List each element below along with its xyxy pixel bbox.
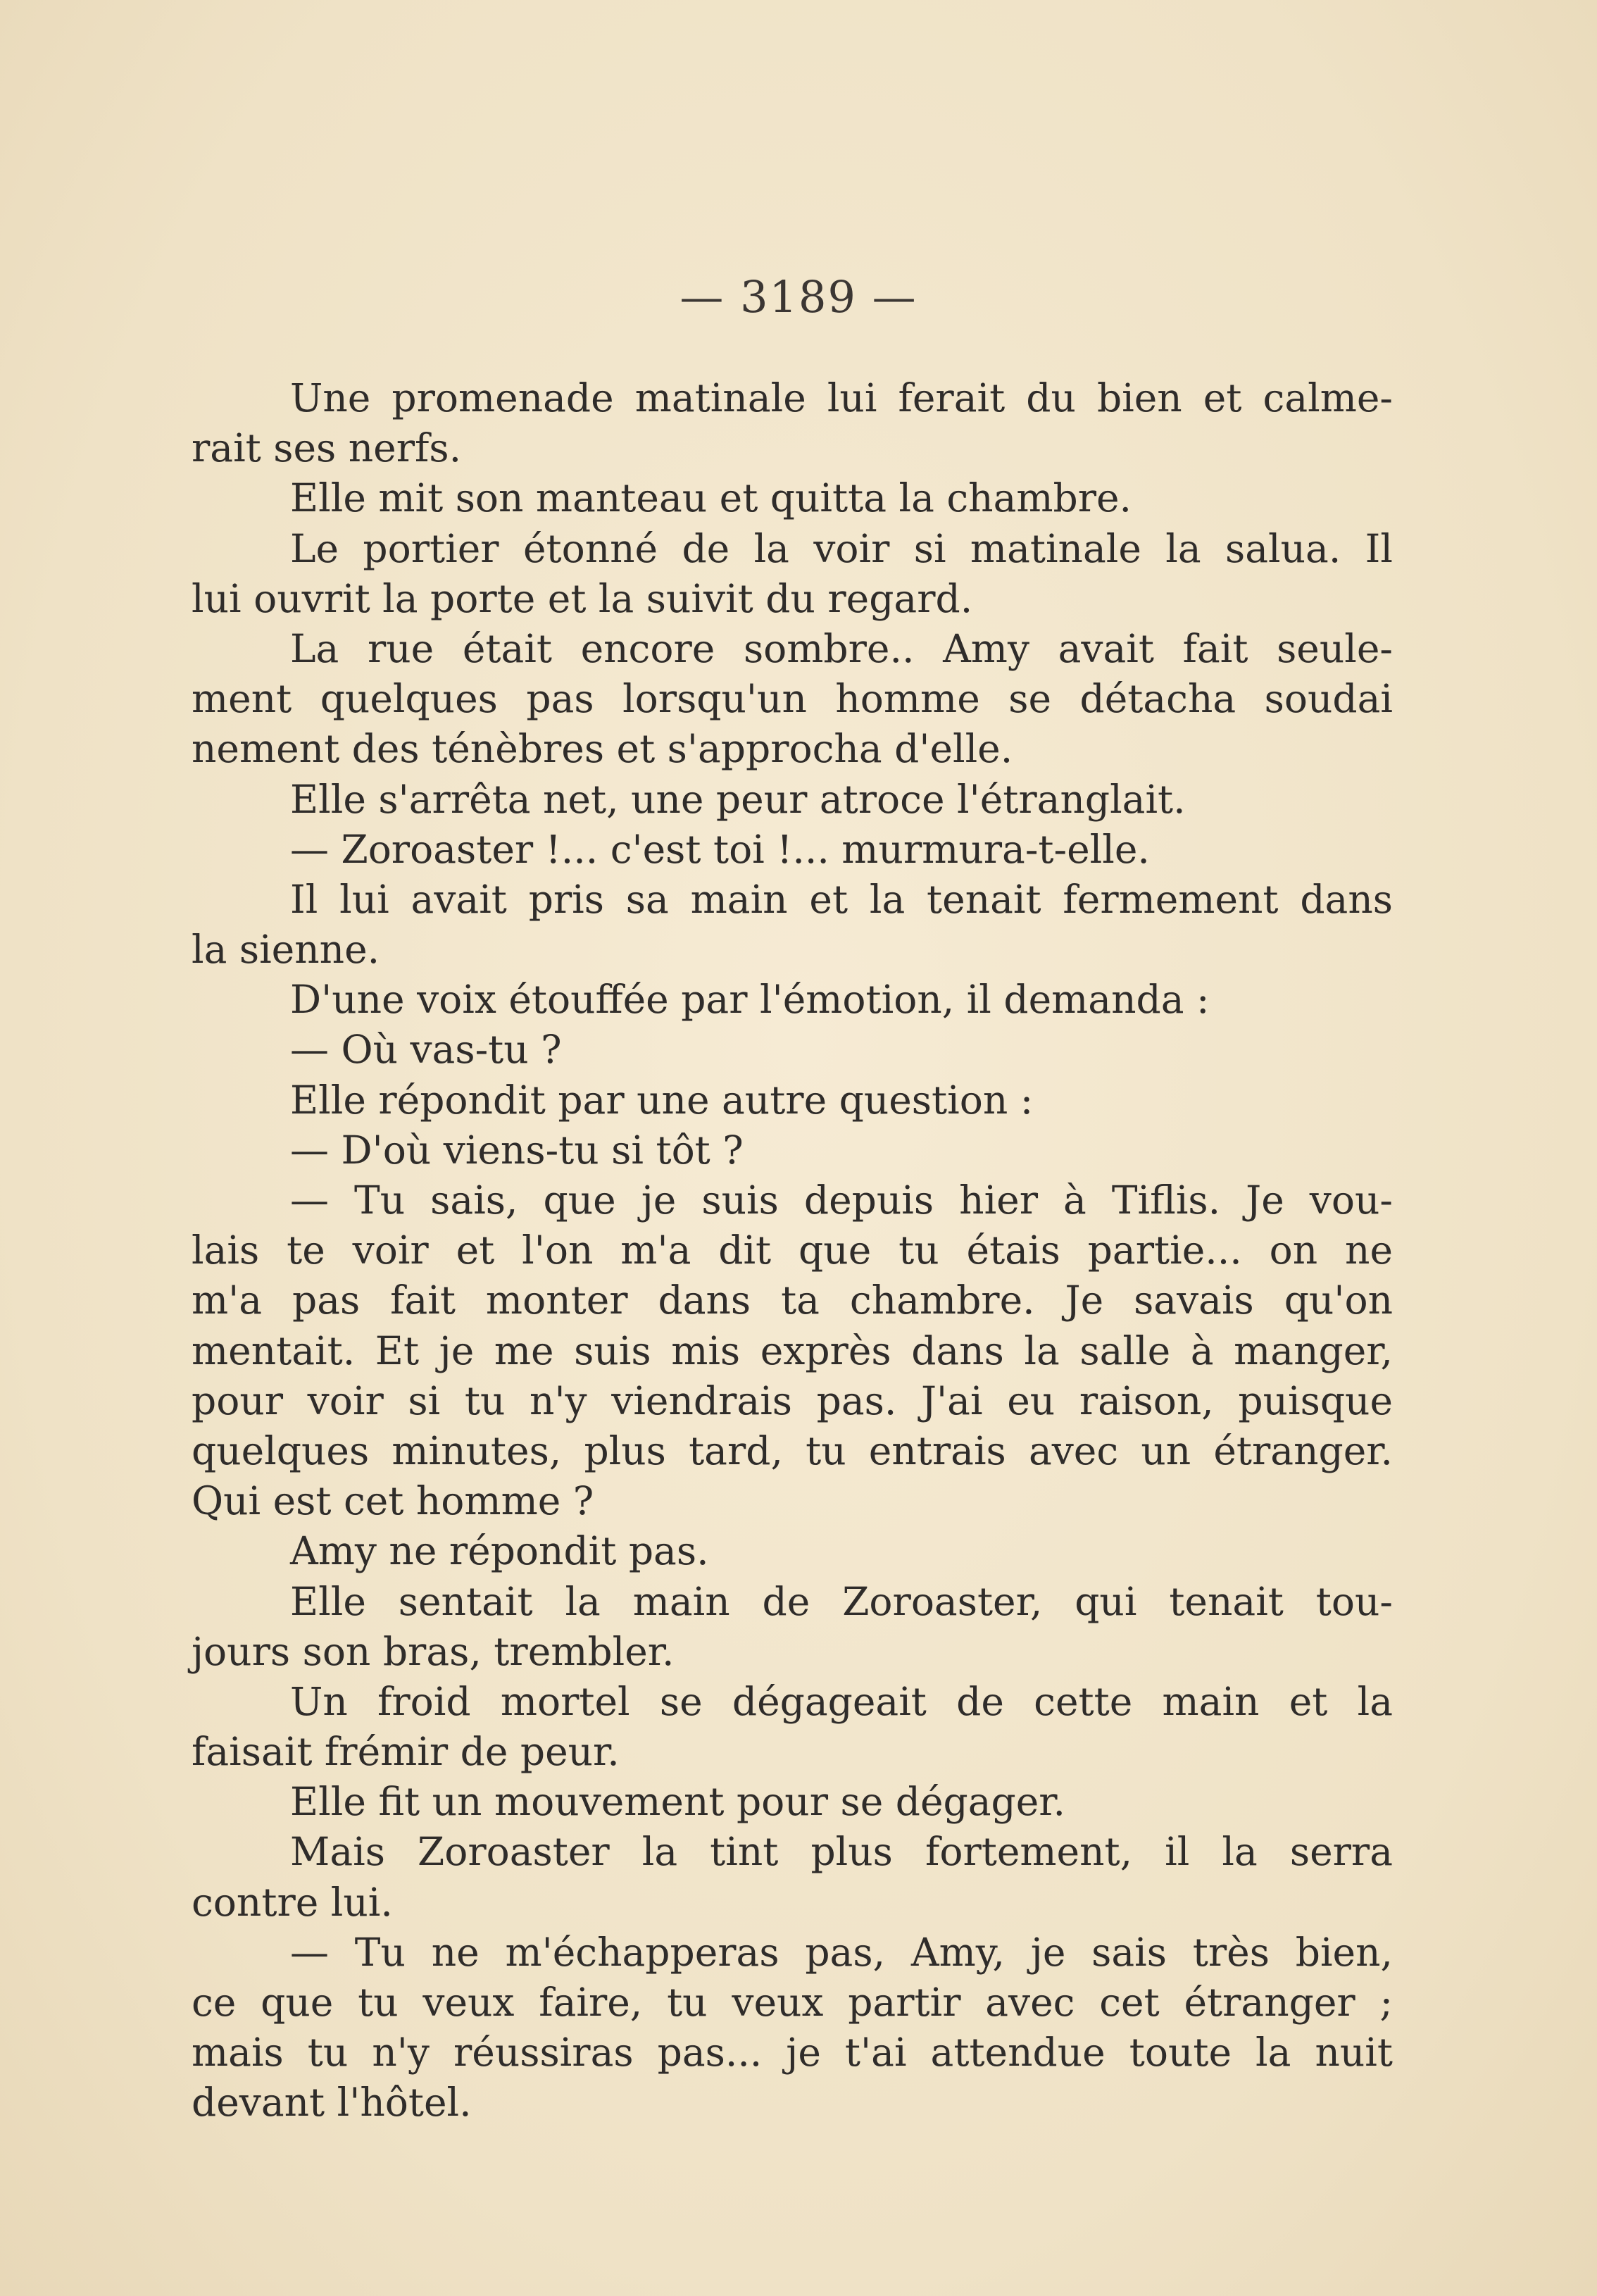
text-line: Qui est cet homme ? — [192, 1478, 594, 1524]
text-line: jours son bras, trembler. — [192, 1628, 675, 1674]
text-line: Mais Zoroaster la tint plus fortement, il la serra — [290, 1829, 1393, 1875]
text-line: La rue était encore sombre.. Amy avait fait seule- — [290, 625, 1393, 671]
page-number: — 3189 — — [679, 271, 918, 323]
text-line: lais te voir et l'on m'a dit que tu étais partie... on ne — [192, 1228, 1393, 1273]
text-line: lui ouvrit la porte et la suivit du regard. — [192, 575, 973, 621]
text-line: — Où vas-tu ? — [290, 1027, 562, 1073]
text-line: pour voir si tu n'y viendrais pas. J'ai eu raison, puisque — [192, 1378, 1393, 1423]
text-line: — D'où viens-tu si tôt ? — [290, 1127, 744, 1173]
text-line: D'une voix étouffée par l'émotion, il demanda : — [290, 977, 1210, 1023]
text-line: devant l'hôtel. — [192, 2080, 472, 2126]
text-line: quelques minutes, plus tard, tu entrais avec un étranger. — [192, 1428, 1393, 1473]
text-line: faisait frémir de peur. — [192, 1729, 620, 1775]
text-line: Amy ne répondit pas. — [290, 1528, 709, 1574]
text-line: m'a pas fait monter dans ta chambre. Je savais qu'on — [192, 1278, 1393, 1323]
text-line: ment quelques pas lorsqu'un homme se détacha soudai — [192, 676, 1393, 722]
text-line: rait ses nerfs. — [192, 425, 462, 471]
text-line: ce que tu veux faire, tu veux partir avec cet étranger ; — [192, 1980, 1393, 2025]
text-line: — Zoroaster !... c'est toi !... murmura-t-elle. — [290, 826, 1150, 872]
text-line: nement des ténèbres et s'approcha d'elle. — [192, 726, 1013, 772]
text-line: — Tu ne m'échapperas pas, Amy, je sais très bien, — [290, 1929, 1393, 1975]
text-line: Elle fit un mouvement pour se dégager. — [290, 1779, 1065, 1825]
text-line: Le portier étonné de la voir si matinale la salua. Il — [290, 525, 1393, 571]
text-line: Elle sentait la main de Zoroaster, qui tenait tou- — [290, 1578, 1393, 1624]
text-line: contre lui. — [192, 1879, 393, 1925]
text-line: Elle s'arrêta net, une peur atroce l'étranglait. — [290, 776, 1186, 822]
text-line: Elle mit son manteau et quitta la chambre. — [290, 475, 1132, 521]
text-line: Il lui avait pris sa main et la tenait fermement dans — [290, 876, 1393, 922]
text-line: Elle répondit par une autre question : — [290, 1077, 1034, 1123]
text-line: — Tu sais, que je suis depuis hier à Tiflis. Je vou- — [290, 1178, 1393, 1223]
text-line: mentait. Et je me suis mis exprès dans la salle à manger, — [192, 1328, 1393, 1373]
text-line: Une promenade matinale lui ferait du bien et calme- — [290, 375, 1393, 420]
text-line: Un froid mortel se dégageait de cette main et la — [290, 1678, 1393, 1724]
text-line: mais tu n'y réussiras pas... je t'ai attendue toute la nuit — [192, 2030, 1393, 2076]
body-text — [192, 373, 1393, 2128]
text-line: la sienne. — [192, 927, 380, 973]
